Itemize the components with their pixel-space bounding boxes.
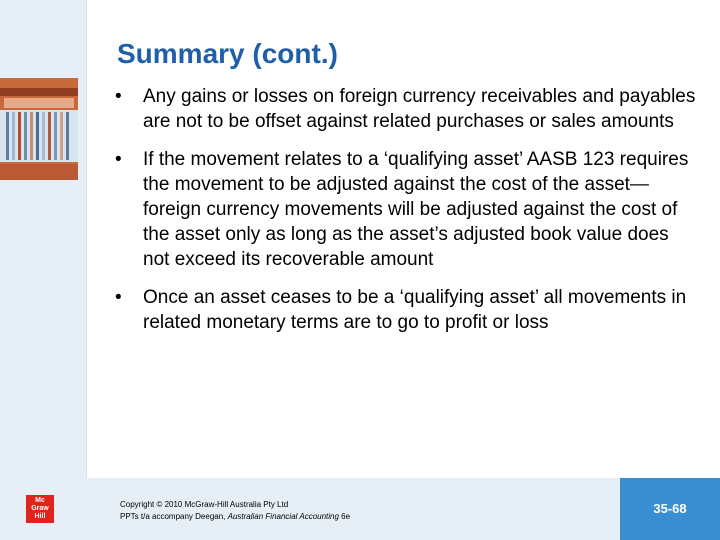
logo-line: Hill [34, 513, 46, 520]
book-cover-image [0, 78, 78, 180]
footer-band [0, 478, 720, 540]
sidebar-divider [86, 0, 87, 478]
bullet-marker: • [115, 86, 122, 107]
copyright-line-2-suffix: 6e [338, 512, 351, 521]
copyright-line-1: Copyright © 2010 McGraw-Hill Australia Pty Ltd [120, 500, 289, 509]
bullet-text: Once an asset ceases to be a ‘qualifying asset’ all movements in related monetary terms are to go to profit or loss [143, 287, 687, 333]
bullet-list [115, 84, 700, 348]
bullet-item [115, 147, 700, 272]
book-title: Australian Financial Accounting [227, 512, 339, 521]
bullet-text: Any gains or losses on foreign currency receivables and payables are not to be offset against related purchases or sales amounts [143, 86, 696, 132]
bullet-item [115, 285, 700, 335]
copyright-notice [120, 499, 350, 523]
bullet-text: If the movement relates to a ‘qualifying asset’ AASB 123 requires the movement to be adjusted against the cost of the asset—foreign currency movements will be adjusted against the cost of the asset only as long as the asset’s adjusted book value does not exceed its recoverable amount [143, 149, 689, 270]
mcgraw-hill-logo [26, 495, 54, 523]
copyright-line-2-prefix: PPTs t/a accompany Deegan, [120, 512, 228, 521]
bullet-marker: • [115, 287, 122, 308]
page-number: 35-68 [653, 501, 687, 516]
logo-line: Mc [35, 497, 45, 504]
slide-title: Summary (cont.) [117, 38, 338, 69]
logo-line: Graw [31, 505, 49, 512]
copyright-line-2 [120, 511, 350, 523]
bullet-marker: • [115, 149, 122, 170]
bullet-item [115, 84, 700, 134]
